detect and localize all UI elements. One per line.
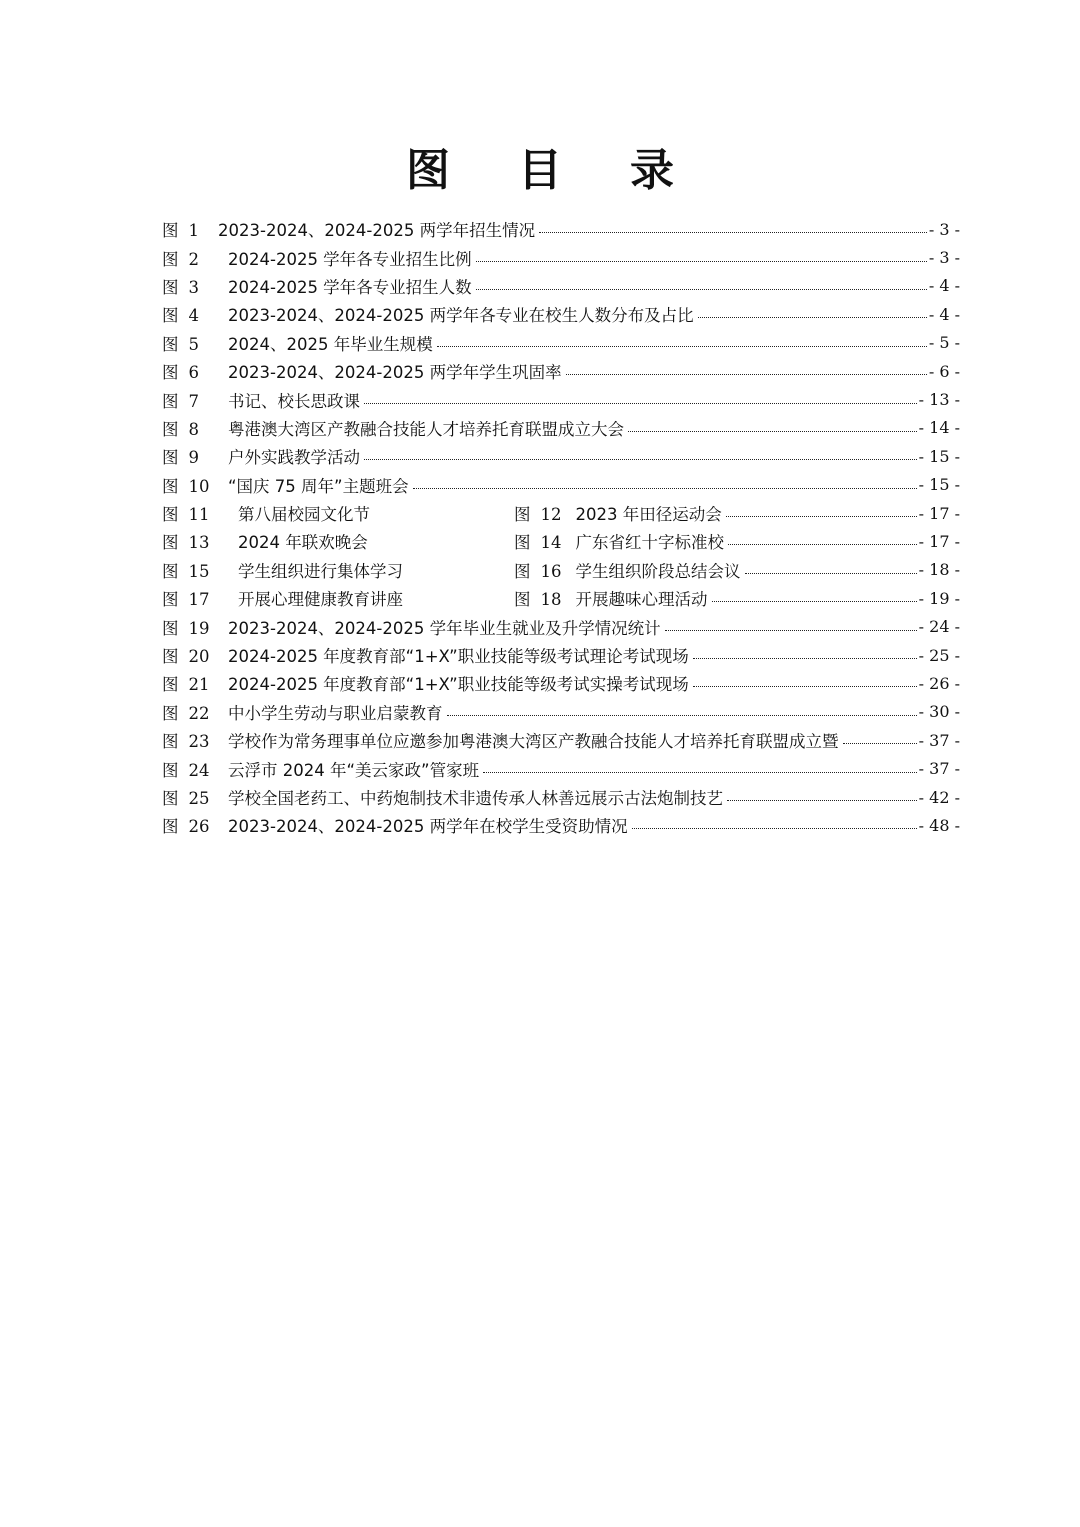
page-number: - 14 - <box>918 418 960 438</box>
dot-leader <box>632 828 917 829</box>
page-number: - 3 - <box>928 219 960 239</box>
figure-number <box>162 359 226 383</box>
page-number: - 26 - <box>918 673 960 693</box>
figure-label: 图 <box>162 817 179 837</box>
figure-entry-left[interactable] <box>162 501 514 525</box>
figure-label: 图 <box>162 703 179 723</box>
figure-index: 1 <box>188 221 199 241</box>
dot-leader <box>727 800 917 801</box>
figure-number <box>514 586 562 610</box>
page-number: - 42 - <box>918 787 960 807</box>
figure-number <box>162 529 226 553</box>
figure-title: 2024-2025 学年各专业招生人数 <box>228 277 472 297</box>
figure-label: 图 <box>162 391 179 411</box>
figure-entry[interactable] <box>162 357 960 385</box>
page-number: - 37 - <box>918 759 960 779</box>
figure-number <box>162 615 226 639</box>
figure-entry[interactable] <box>162 612 960 640</box>
page-number: - 3 - <box>928 248 960 268</box>
figure-title: 2024-2025 学年各专业招生比例 <box>228 249 472 269</box>
dot-leader <box>712 601 917 602</box>
figure-index: 23 <box>188 732 210 752</box>
page-number: - 13 - <box>918 390 960 410</box>
figure-index: 20 <box>188 647 210 667</box>
dot-leader <box>693 686 917 687</box>
dot-leader <box>413 488 917 489</box>
figure-number <box>162 728 226 752</box>
figure-title: 2024、2025 年毕业生规模 <box>228 334 433 354</box>
figure-index: 12 <box>540 505 562 525</box>
figure-label: 图 <box>162 221 179 241</box>
page-number: - 48 - <box>918 815 960 835</box>
figure-index: 7 <box>188 391 199 411</box>
figure-index: 11 <box>188 505 210 525</box>
page-number: - 6 - <box>928 361 960 381</box>
figure-title: 2023-2024、2024-2025 两学年学生巩固率 <box>228 363 562 383</box>
figure-entry[interactable] <box>162 385 960 413</box>
dot-leader <box>476 261 927 262</box>
figure-title: 2024-2025 年度教育部“1+X”职业技能等级考试实操考试现场 <box>228 675 689 695</box>
figure-index: 16 <box>540 561 562 581</box>
figure-entry[interactable] <box>162 471 960 499</box>
page-number: - 18 - <box>918 560 960 580</box>
figure-title: 广东省红十字标准校 <box>575 533 724 553</box>
figure-number <box>162 302 226 326</box>
figure-label: 图 <box>162 306 179 326</box>
figure-index: 18 <box>540 590 562 610</box>
figure-entry[interactable] <box>162 556 960 584</box>
figure-title: 开展趣味心理活动 <box>575 590 708 610</box>
figure-number <box>162 586 226 610</box>
figure-label: 图 <box>162 618 179 638</box>
figure-label: 图 <box>162 789 179 808</box>
page-number: - 4 - <box>928 276 960 296</box>
dot-leader <box>539 232 927 233</box>
figure-index: 6 <box>188 363 199 383</box>
figure-entry[interactable] <box>162 584 960 612</box>
figure-number <box>162 217 206 241</box>
figure-label: 图 <box>162 476 179 496</box>
figure-number <box>162 388 226 412</box>
figure-entry[interactable] <box>162 272 960 300</box>
figure-title: 云浮市 2024 年“美云家政”管家班 <box>228 760 480 780</box>
figure-index: 3 <box>188 277 199 297</box>
figure-index: 2 <box>188 249 199 269</box>
dot-leader <box>628 431 917 432</box>
figure-number <box>514 558 562 582</box>
figure-title: 粤港澳大湾区产教融合技能人才培养托育联盟成立大会 <box>228 419 624 439</box>
figure-label: 图 <box>162 334 179 354</box>
figure-entry[interactable] <box>162 641 960 669</box>
figure-number <box>162 700 226 724</box>
figure-entry[interactable] <box>162 669 960 697</box>
figure-number <box>162 274 226 298</box>
figure-entry-right[interactable] <box>514 586 960 610</box>
figure-index: 5 <box>188 334 199 354</box>
figure-number <box>514 529 562 553</box>
figure-title: 学校全国老药工、中药炮制技术非遗传承人林善远展示古法炮制技艺 <box>228 789 723 808</box>
dot-leader <box>437 346 927 347</box>
figure-entry[interactable] <box>162 783 960 811</box>
page-number: - 25 - <box>918 645 960 665</box>
figure-label: 图 <box>162 448 179 468</box>
figure-title: 2024-2025 年度教育部“1+X”职业技能等级考试理论考试现场 <box>228 647 689 667</box>
figure-title: 户外实践教学活动 <box>228 448 360 468</box>
figure-title: 第八届校园文化节 <box>238 505 370 525</box>
figure-label: 图 <box>514 561 531 581</box>
figure-entry[interactable] <box>162 698 960 726</box>
figure-title: 2024 年联欢晚会 <box>238 533 368 553</box>
figure-title: 2023 年田径运动会 <box>575 505 722 525</box>
dot-leader <box>476 289 927 290</box>
page-number: - 37 - <box>918 730 960 750</box>
figure-entry-left[interactable] <box>162 586 514 610</box>
figure-label: 图 <box>162 590 179 610</box>
figure-number <box>514 501 562 525</box>
figure-number <box>162 813 226 837</box>
figure-entry-left[interactable] <box>162 529 514 553</box>
figure-number <box>162 444 226 468</box>
figure-index: 8 <box>188 419 199 439</box>
figure-label: 图 <box>162 675 179 695</box>
figure-index: 15 <box>188 561 210 581</box>
figure-label: 图 <box>514 590 531 610</box>
figure-entry[interactable] <box>162 300 960 328</box>
figure-index: 21 <box>188 675 210 695</box>
dot-leader <box>665 630 917 631</box>
figure-label: 图 <box>162 732 179 752</box>
dot-leader <box>447 715 917 716</box>
figure-index: 26 <box>188 817 210 837</box>
figure-title: 2023-2024、2024-2025 学年毕业生就业及升学情况统计 <box>228 618 661 638</box>
figure-index: 22 <box>188 703 210 723</box>
figure-title: 2023-2024、2024-2025 两学年各专业在校生人数分布及占比 <box>228 306 694 326</box>
figure-number <box>162 246 226 270</box>
figure-label: 图 <box>162 505 179 525</box>
figure-number <box>162 643 226 667</box>
figure-title: 2023-2024、2024-2025 两学年在校学生受资助情况 <box>228 817 628 837</box>
figure-title: 中小学生劳动与职业启蒙教育 <box>228 703 443 723</box>
figure-number <box>162 331 226 355</box>
figure-entry[interactable] <box>162 442 960 470</box>
dot-leader <box>726 516 917 517</box>
figure-index: 17 <box>188 590 210 610</box>
page-number: - 17 - <box>918 531 960 551</box>
dot-leader <box>693 658 917 659</box>
page-number: - 15 - <box>918 475 960 495</box>
figure-entry-right[interactable] <box>514 529 960 553</box>
figure-label: 图 <box>162 249 179 269</box>
figure-entry[interactable] <box>162 754 960 782</box>
figure-index: 13 <box>188 533 210 553</box>
figure-label: 图 <box>162 760 179 780</box>
page-number: - 5 - <box>928 333 960 353</box>
figure-number <box>162 558 226 582</box>
figure-entry[interactable] <box>162 811 960 839</box>
figure-entry[interactable] <box>162 215 960 243</box>
figure-entry[interactable] <box>162 527 960 555</box>
page-number: - 24 - <box>918 617 960 637</box>
page-number: - 15 - <box>918 446 960 466</box>
dot-leader <box>698 317 927 318</box>
page-title-char: 录 <box>630 145 674 196</box>
figure-label: 图 <box>162 277 179 297</box>
figure-title: 学校作为常务理事单位应邀参加粤港澳大湾区产教融合技能人才培养托育联盟成立暨 <box>228 732 839 752</box>
page-number: - 30 - <box>918 702 960 722</box>
figure-index: 24 <box>188 760 210 780</box>
figure-entry-right[interactable] <box>514 558 960 582</box>
page-number: - 17 - <box>918 503 960 523</box>
figure-label: 图 <box>162 647 179 667</box>
dot-leader <box>843 743 917 744</box>
figure-number <box>162 671 226 695</box>
figure-entry[interactable] <box>162 499 960 527</box>
figure-index: 25 <box>188 789 210 808</box>
figure-entry-left[interactable] <box>162 558 514 582</box>
figure-number <box>162 473 226 497</box>
figure-number <box>162 416 226 440</box>
figure-index: 19 <box>188 618 210 638</box>
figure-title: 学生组织进行集体学习 <box>238 561 403 581</box>
dot-leader <box>364 403 917 404</box>
figure-label: 图 <box>162 363 179 383</box>
figure-list <box>162 215 960 840</box>
figure-label: 图 <box>514 505 531 525</box>
figure-title: “国庆 75 周年”主题班会 <box>228 476 409 496</box>
figure-label: 图 <box>514 533 531 553</box>
figure-entry[interactable] <box>162 243 960 271</box>
dot-leader <box>483 772 917 773</box>
figure-entry-right[interactable] <box>514 501 960 525</box>
figure-index: 14 <box>540 533 562 553</box>
figure-number <box>162 785 226 809</box>
figure-entry[interactable] <box>162 726 960 754</box>
dot-leader <box>728 544 917 545</box>
figure-label: 图 <box>162 419 179 439</box>
figure-label: 图 <box>162 533 179 553</box>
figure-label: 图 <box>162 561 179 581</box>
dot-leader <box>745 573 917 574</box>
page-title-char: 图 <box>406 145 450 196</box>
figure-number <box>162 501 226 525</box>
figure-index: 9 <box>188 448 199 468</box>
dot-leader <box>364 459 917 460</box>
page-number: - 4 - <box>928 304 960 324</box>
dot-leader <box>566 374 927 375</box>
figure-entry[interactable] <box>162 329 960 357</box>
figure-index: 10 <box>188 476 210 496</box>
page-title-char: 目 <box>518 145 562 196</box>
page-title <box>0 145 1080 197</box>
figure-entry[interactable] <box>162 414 960 442</box>
figure-number <box>162 757 226 781</box>
figure-title: 开展心理健康教育讲座 <box>238 590 403 610</box>
figure-index: 4 <box>188 306 199 326</box>
figure-title: 学生组织阶段总结会议 <box>575 561 741 581</box>
figure-title: 2023-2024、2024-2025 两学年招生情况 <box>218 221 536 241</box>
figure-title: 书记、校长思政课 <box>228 391 360 411</box>
page-number: - 19 - <box>918 588 960 608</box>
